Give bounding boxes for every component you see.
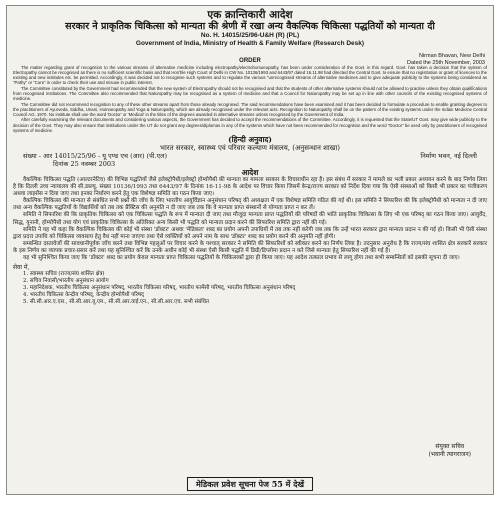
list-item: 5. सी.सी.आर.ए.एस., सी.सी.आर.यू.एम., सी.सी.आर.वाई.एन., सी.सी.आर.एच. सभी संबंधित — [23, 298, 209, 305]
list-item: 4. भारतीय चिकित्सा केन्द्रीय परिषद्, केन्द्रीय होम्योपैथी परिषद् — [23, 292, 144, 298]
hindi-paragraph: समिति ने यह भी कहा कि वैकल्पिक चिकित्सा की कोई भी संस्था 'डॉक्टर' अथवा 'मेडिकल' शब्द का प्रयोग अपनी उपाधियों में तब तक नहीं करेगी जब तक कि उन्हें भारत सरकार द्वारा मान्यता प्रदान न की गई हो। किसी भी ऐसी संस्था द्वारा प्रदत्त उपाधि को चिकित्सा व्यवसाय हेतु वैध नहीं माना जाएगा तथा ऐसे व्यक्तियों को अपने नाम के साथ 'डॉक्टर' शब्द का प्रयोग करने की अनुमति नहीं होगी। — [13, 226, 487, 240]
order-heading: ORDER — [239, 58, 261, 64]
hindi-reference-number: संख्या - आर 14015/25/96 - यू एण्ड एच (आर) (पी.एल) — [23, 152, 168, 161]
english-paragraph: After carefully examining the relevant documents and considering various aspects, the Government has decided to accept the recommendations of the Committee. Accordingly, it is requested that the State/UT Govt. may give wide publicity to the decision of the Govt. They may also ensure that institutions under the UT do not grant any degrees/diplomas in any of the systems which have not been recommended for recognition and the word "Doctor" be used only by practitioners of recognised systems of medicine. — [13, 117, 487, 133]
ministry-name: Government of India, Ministry of Health & Family Welfare (Research Desk) — [135, 40, 365, 47]
file-number: No. H. 14015/25/96-U&H (R) (PL) — [200, 32, 300, 39]
english-order-body — [13, 65, 487, 133]
hindi-reference-row — [13, 152, 487, 160]
copy-to-label: सेवा में, — [13, 263, 30, 271]
list-item: 1. स्वास्थ्य सचिव (राज्य/संघ शासित क्षेत्र) — [23, 271, 105, 278]
hindi-order-heading: आदेश — [241, 168, 259, 178]
issue-place-and-date — [407, 53, 485, 66]
hindi-paragraph: वैकल्पिक चिकित्सा पद्धति (आल्टरनेटिव) की विभिन्न पद्धतियों जैसे इलेक्ट्रोपैथी/इलेक्ट्रो होम्योपैथी की मान्यता का मामला सरकार के विचाराधीन रहा है। इस संबंध में सरकार ने मामले का भली प्रकार अध्ययन करने के बाद निर्णय लिया है कि दिल्ली उच्च न्यायालय की सी.डब्ल्यू. संख्या 10136/1993 तथा 6443/97 के दिनांक 16-11-98 के आदेश पर विचार किया जिसमें केन्द्र/राज्य सरकार को निर्देश दिया गया कि ऐसी संस्थाओं को किसी भी प्रकार का पंजीकरण अथवा लाइसेंस न दिया जाए तथा इनका निर्धारण करने हेतु एक विशेषज्ञ समिति का गठन किया जाए। — [13, 177, 487, 198]
copy-to-list — [13, 271, 487, 306]
hindi-reference-place: निर्माण भवन, नई दिल्ली — [420, 152, 477, 161]
issue-date: Dated the 25th November, 2003 — [407, 59, 485, 66]
list-item: 2. सचिव निवासी/भारतीय अनुसंधान आयोग — [23, 278, 109, 285]
signature-block — [428, 443, 471, 458]
hindi-government-line: भारत सरकार, स्वास्थ्य एवं परिवार कल्याण मंत्रालय, (अनुसन्धान शाखा) — [160, 143, 340, 152]
signatory-name: (भवानी त्यागराजन) — [428, 450, 471, 458]
hindi-order-body — [13, 177, 487, 262]
document-title: एक क्रान्तिकारी आदेश — [207, 9, 293, 21]
hindi-paragraph: सम्बन्धित दस्तावेजों की सावधानीपूर्वक जाँच करने तथा विभिन्न पहलुओं पर विचार करने के पश्चात् सरकार ने समिति की सिफारिशों को स्वीकार करने का निर्णय लिया है। तदनुसार अनुरोध है कि राज्य/संघ शासित क्षेत्र सरकारें सरकार के इस निर्णय का व्यापक प्रचार-प्रसार करें तथा यह सुनिश्चित करें कि उनके अधीन कोई भी संस्था ऐसी किसी पद्धति में डिग्री/डिप्लोमा प्रदान न करे जिसे मान्यता हेतु सिफारिश नहीं की गई है। — [13, 240, 487, 254]
english-paragraph: The Committee constituted by the Government had recommended that the new system of Electropathy should not be recognised and that the students of other alternative systems should not be allowed to practise unless they obtain qualifications from recognised institutions. The Committee also recommended that Naturopathy may be recognised as a system of medicine and that a Council for Naturopathy may be set up in line with other councils of the existing recognised systems of medicine. — [13, 85, 487, 102]
hindi-paragraph: समिति ने सिफारिश की कि प्राकृतिक चिकित्सा को एक चिकित्सा पद्धति के रूप में मान्यता दी जाए तथा मौजूदा मान्यता प्राप्त पद्धतियों की परिषदों की भांति प्राकृतिक चिकित्सा के लिए भी एक परिषद् का गठन किया जाए। आयुर्वेद, सिद्ध, यूनानी, होम्योपैथी तथा योग एवं प्राकृतिक चिकित्सा के अतिरिक्त अन्य किसी भी पद्धति को मान्यता प्रदान करने की सिफारिश समिति द्वारा नहीं की गई। — [13, 212, 487, 226]
document-subtitle: सरकार ने प्राकृतिक चिकित्सा को मान्यता की श्रेणी में रखा अन्य वैकल्पिक चिकित्सा पद्धतियों को मान्यता दी — [65, 21, 435, 32]
hindi-reference-date: दिनांक 25 नवम्बर 2003 — [53, 160, 116, 169]
hindi-paragraph: वैकल्पिक चिकित्सा की मान्यता से संबंधित सभी प्रश्नों की जाँच के लिए भारतीय आयुर्विज्ञान अनुसंधान परिषद् की अध्यक्षता में एक विशेषज्ञ समिति गठित की गई थी। इस समिति ने सिफारिश की कि इलेक्ट्रोपैथी को मान्यता न दी जाए तथा अन्य वैकल्पिक पद्धतियों के विद्यार्थियों को तब तक प्रैक्टिस की अनुमति न दी जाए जब तक कि वे मान्यता प्राप्त संस्थानों से योग्यता प्राप्त न कर लें। — [13, 198, 487, 212]
hindi-paragraph: यह भी सुनिश्चित किया जाए कि 'डॉक्टर' शब्द का प्रयोग केवल मान्यता प्राप्त चिकित्सा पद्धतियों के चिकित्सकों द्वारा ही किया जाए। यह आदेश तत्काल प्रभाव से लागू होगा तथा सभी सम्बन्धितों को इसकी सूचना दी जाए। — [23, 254, 460, 261]
issue-place: Nirman Bhavan, New Delhi — [418, 53, 485, 59]
document-page — [6, 5, 494, 495]
medical-admission-notice: मेडिकल प्रवेश सूचना पेज 55 में देखें — [187, 477, 313, 491]
english-paragraph: The Committee did not recommend recognition to any of these other streams apart from those already recognised. The said recommendations have been examined and it has been decided to formulate a procedure to enable granting degrees to the practitioners of Ayurveda, Siddha, Unani, Homoeopathy and Yoga & Naturopathy, which are already recognised under the relevant acts. Recognition to Naturopathy shall be on the pattern of the existing systems under the Indian Medicine Central Council Act, 1970. No institute shall use the word 'Doctor' or 'Medical' in the titles of the degrees awarded in alternative streams unless recognised by the Government of India. — [13, 101, 487, 117]
signatory-designation: संयुक्त सचिव — [435, 443, 465, 450]
translation-label: (हिन्दी अनुवाद) — [228, 134, 272, 144]
list-item: 3. महानिदेशक, भारतीय चिकित्सा अनुसंधान परिषद्, भारतीय चिकित्सा परिषद्, भारतीय फार्मेसी परिषद्, भारतीय चिकित्सा अनुसंधान परिषद् — [23, 285, 296, 292]
english-paragraph: The matter regarding grant of recognition to the various streams of alternative medicine including electropathy/electrohomoeopathy, has been under consideration of the Govt. in this regard. Govt. has taken a decision that the system of Electropathy cannot be recognised as there is no sufficient scientific basis and that Hon'ble High Court of Delhi in CW No. 10136/1993 and 6443/97 dated 16.11.98 had directed the Central Govt. to ensure that no registration or grant of licences to the existing and new institutes etc. be permitted. Accordingly, it was decided not to recognise such systems and to regulate the various "unrecognised streams of alternative medicines and to give adequate publicity to the systems being considered as "Pathy" or "Cure" in order to check their use and misuse in public interest. — [13, 65, 487, 86]
